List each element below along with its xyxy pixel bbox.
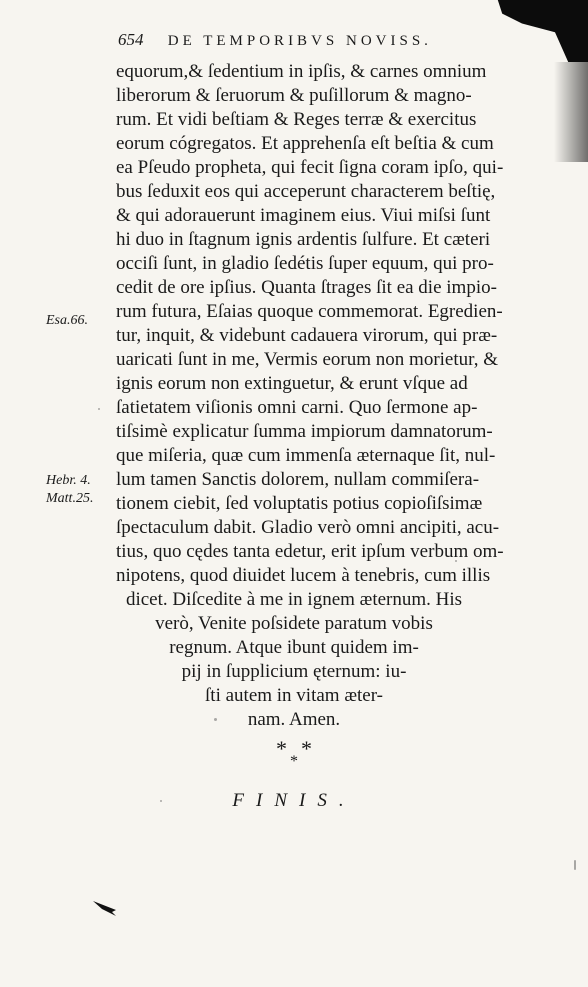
asterism-ornament bbox=[0, 736, 588, 770]
asterisk: * bbox=[301, 736, 312, 761]
text-line: ea Pſeudo propheta, qui fecit ſigna coram ipſo, qui- bbox=[116, 157, 504, 178]
text-line: tiſsimè explicatur ſumma impiorum damnatorum- bbox=[116, 421, 493, 442]
text-line: cedit de ore ipſius. Quanta ſtrages ſit ea die impio- bbox=[116, 277, 497, 298]
text-line-tapered: dicet. Diſcedite à me in ignem æternum. His bbox=[125, 589, 463, 610]
text-line: tionem ciebit, ſed voluptatis potius copioſiſsimæ bbox=[116, 493, 483, 514]
text-line: tius, quo cędes tanta edetur, erit ipſum verbum om- bbox=[116, 541, 504, 562]
finis-label: FINIS. bbox=[232, 790, 356, 811]
text-line-tapered: nam. Amen. bbox=[247, 709, 341, 730]
paper-speck bbox=[455, 560, 457, 562]
paper-speck bbox=[214, 718, 217, 721]
text-line-tapered: verò, Venite poſsidete paratum vobis bbox=[155, 613, 433, 634]
paper-speck bbox=[574, 860, 576, 870]
text-line-tapered: pij in ſupplicium ęternum: iu- bbox=[181, 661, 407, 682]
text-line: hi duo in ſtagnum ignis ardentis ſulfure. Et cæteri bbox=[116, 229, 491, 250]
text-line: bus ſeduxit eos qui acceperunt characterem beſtię, bbox=[116, 181, 496, 202]
text-line: ſatietatem viſionis omni carni. Quo ſermone ap- bbox=[116, 397, 478, 418]
text-line: que miſeria, quæ cum immenſa æternaque ſit, nul- bbox=[116, 445, 496, 466]
text-line: ignis eorum non extinguetur, & erunt vſque ad bbox=[116, 373, 468, 394]
text-line-tapered: ſti autem in vitam æter- bbox=[205, 685, 383, 706]
running-title: DE TEMPORIBVS NOVISS. bbox=[167, 33, 432, 49]
text-line: eorum cógregatos. Et apprehenſa eſt beſtia & cum bbox=[116, 133, 494, 154]
text-line: & qui adorauerunt imaginem eius. Viui miſsi ſunt bbox=[116, 205, 491, 226]
margin-note-hebrews: Hebr. 4. bbox=[46, 473, 91, 488]
text-line: nipotens, quod diuidet lucem à tenebris, cum illis bbox=[116, 565, 491, 586]
text-line: occiſi ſunt, in gladio ſedétis ſuper equum, qui pro- bbox=[116, 253, 494, 274]
text-line: equorum,& ſedentium in ipſis, & carnes omnium bbox=[116, 61, 487, 82]
text-line: lum tamen Sanctis dolorem, nullam commiſera- bbox=[116, 469, 480, 490]
margin-note-matthew: Matt.25. bbox=[46, 491, 94, 506]
text-line: tur, inquit, & videbunt cadauera virorum, qui præ- bbox=[116, 325, 498, 346]
text-line-tapered: regnum. Atque ibunt quidem im- bbox=[169, 637, 419, 658]
page-header bbox=[118, 30, 518, 50]
text-line: rum futura, Eſaias quoque commemorat. Egredien- bbox=[116, 301, 503, 322]
paper-speck bbox=[160, 800, 162, 802]
page-number: 654 bbox=[118, 30, 144, 49]
text-line: liberorum & ſeruorum & puſillorum & magno- bbox=[116, 85, 472, 106]
asterisk: * bbox=[276, 736, 287, 761]
text-line: rum. Et vidi beſtiam & Reges terræ & exercitus bbox=[116, 109, 477, 130]
asterisk: * bbox=[290, 753, 298, 770]
text-line: uaricati ſunt in me, Vermis eorum non morietur, & bbox=[116, 349, 498, 370]
ink-mark-icon bbox=[92, 898, 118, 918]
text-line: ſpectaculum dabit. Gladio verò omni ancipiti, acu- bbox=[116, 517, 500, 538]
paper-speck bbox=[98, 408, 100, 410]
margin-note-esaias: Esa.66. bbox=[46, 313, 88, 328]
scan-shadow-edge bbox=[554, 62, 588, 162]
